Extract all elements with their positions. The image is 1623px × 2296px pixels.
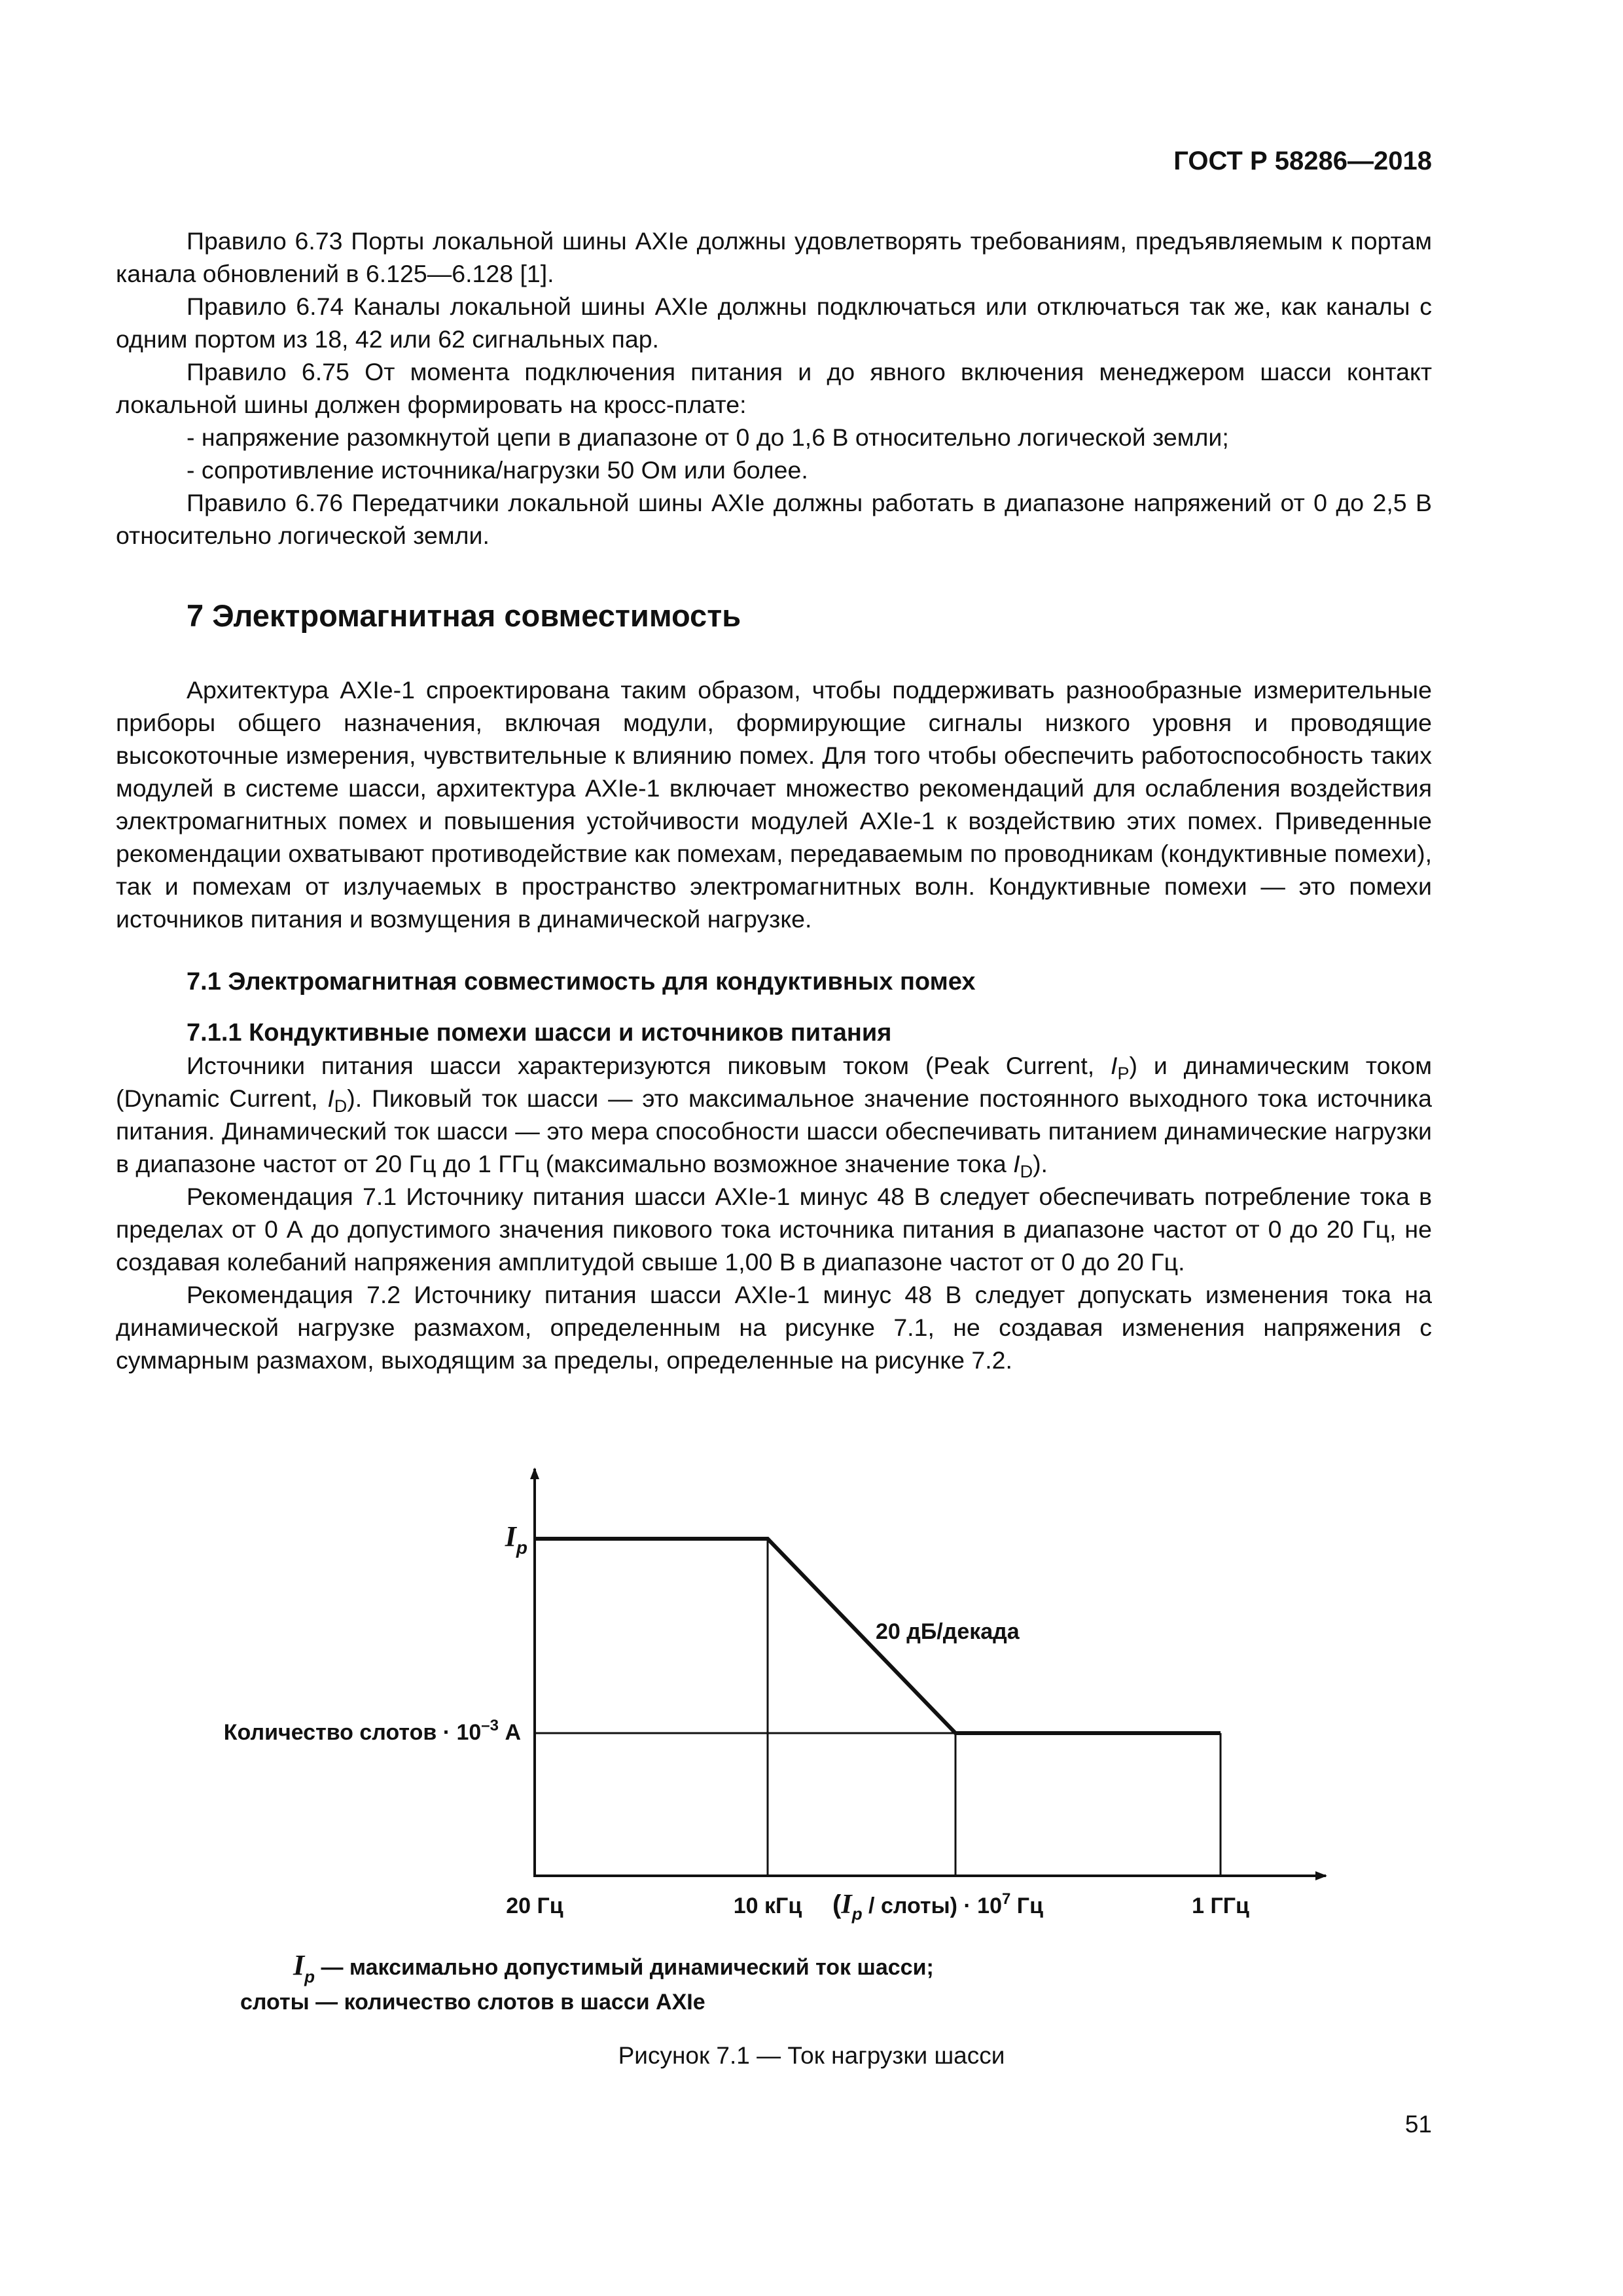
y-label-slots: Количество слотов · $10^{-3}$ А — [223, 1717, 521, 1745]
x-label-corner: ($I_p$ / слоты) · $10^7$ Гц — [832, 1890, 1043, 1924]
subsubsection-title: 7.1.1 Кондуктивные помехи шасси и источников питания — [187, 1019, 892, 1047]
rule-6-75: Правило 6.75 От момента подключения питания и до явного включения менеджером шасси контакт локальной шины должен формировать на кросс-плате: — [116, 358, 1432, 418]
slope-label: 20 дБ/декада — [876, 1619, 1020, 1644]
rule-list-item: - напряжение разомкнутой цепи в диапазоне от 0 до 1,6 В относительно логической земли; — [187, 423, 1229, 451]
y-label-ip: $I_p$ — [505, 1520, 527, 1558]
section-intro: Архитектура AXIe-1 спроектирована таким образом, чтобы поддерживать разнообразные измерительные приборы общего назначения, включая модули, формирующие сигналы низкого уровня и проводящие высокоточные измерения, чувствительные к влиянию помех. Для того чтобы обеспечить работоспособность таких модулей в системе шасси, архитектура AXIe-1 включает множество рекомендаций для ослабления воздействия электромагнитных помех и повышения устойчивости модулей AXIe-1 к воздействию этих помех. Приведенные рекомендации охватывают противодействие как помехам, передаваемым по проводникам (кондуктивные помехи), так и помехам от излучаемых в пространство электромагнитных волн. Кондуктивные помехи — это помехи источников питания и возмущения в динамической нагрузке. — [116, 676, 1432, 933]
page-number: 51 — [1404, 2111, 1432, 2138]
legend-ip: $I_p$ — максимально допустимый динамический ток шасси; — [293, 1949, 934, 1986]
section-title: 7 Электромагнитная совместимость — [187, 598, 741, 633]
power-sources-paragraph: Источники питания шасси характеризуются пиковым током (Peak Current, $I_P$) и динамическим током (Dynamic Current, $I_D$). Пиковый ток шасси — это максимальное значение постоянного выходного тока источника питания. Динамический ток шасси — это мера способности шасси обеспечивать питанием динамические нагрузки в диапазоне частот от 20 Гц до 1 ГГц (максимально возможное значение тока $I_D$). — [116, 1052, 1432, 1181]
document-number: ГОСТ Р 58286—2018 — [1173, 147, 1432, 175]
figure-caption: Рисунок 7.1 — Ток нагрузки шасси — [618, 2042, 1005, 2069]
recommendation-7-1: Рекомендация 7.1 Источнику питания шасси AXIe-1 минус 48 В следует обеспечивать потребление тока в пределах от 0 А до допустимого значения пикового тока источника питания в диапазоне частот от 0 до 20 Гц, не создавая колебаний напряжения амплитудой свыше 1,00 В в диапазоне частот от 0 до 20 Гц. — [116, 1183, 1432, 1276]
x-label-20hz: 20 Гц — [506, 1893, 563, 1918]
rule-6-73: Правило 6.73 Порты локальной шины AXIe должны удовлетворять требованиям, предъявляемым к портам канала обновлений в 6.125—6.128 [1]. — [116, 227, 1432, 287]
rule-list-item: - сопротивление источника/нагрузки 50 Ом или более. — [187, 456, 808, 484]
x-label-1ghz: 1 ГГц — [1192, 1893, 1249, 1918]
legend-slots: слоты — количество слотов в шасси AXIe — [240, 1990, 705, 2015]
recommendation-7-2: Рекомендация 7.2 Источнику питания шасси AXIe-1 минус 48 В следует допускать изменения тока на динамической нагрузке размахом, определенным на рисунке 7.1, не создавая изменения напряжения с суммарным размахом, выходящим за пределы, определенные на рисунке 7.2. — [116, 1281, 1432, 1374]
x-label-10khz: 10 кГц — [733, 1893, 802, 1918]
rule-6-76: Правило 6.76 Передатчики локальной шины AXIe должны работать в диапазоне напряжений от 0 до 2,5 В относительно логической земли. — [116, 489, 1432, 549]
subsection-title: 7.1 Электромагнитная совместимость для кондуктивных помех — [187, 968, 976, 996]
rule-6-74: Правило 6.74 Каналы локальной шины AXIe должны подключаться или отключаться так же, как каналы с одним портом из 18, 42 или 62 сигнальных пар. — [116, 293, 1432, 353]
